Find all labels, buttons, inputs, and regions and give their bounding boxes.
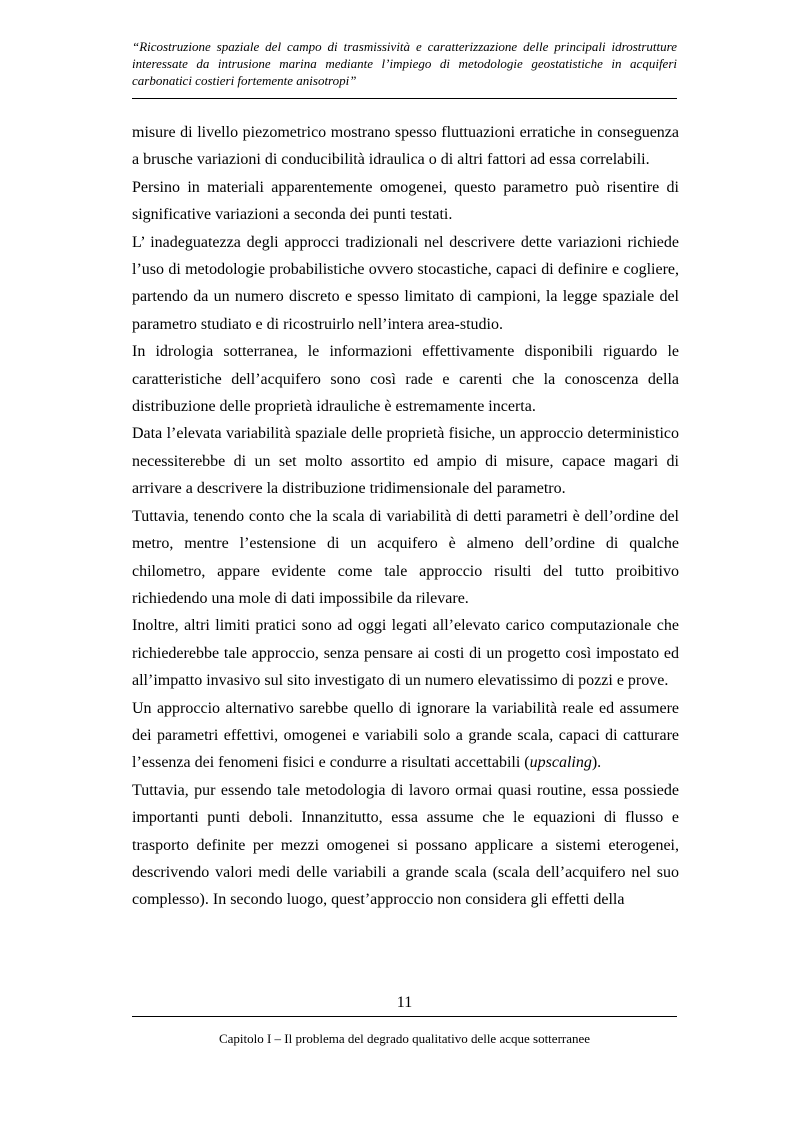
footer-divider bbox=[132, 1016, 677, 1017]
header-divider bbox=[132, 98, 677, 99]
paragraph bbox=[132, 695, 679, 777]
paragraph: misure di livello piezometrico mostrano spesso fluttuazioni erratiche in conseguenza a brusche variazioni di conducibilità idraulica o di altri fattori ad essa correlabili. bbox=[132, 124, 679, 169]
paragraph: Data l’elevata variabilità spaziale delle proprietà fisiche, un approccio deterministico necessiterebbe di un set molto assortito ed ampio di misure, capace magari di arrivare a descrivere la distribuzione tridimensionale del parametro. bbox=[132, 425, 679, 498]
body-text bbox=[132, 119, 679, 914]
running-header: “Ricostruzione spaziale del campo di trasmissività e caratterizzazione delle principali idrostrutture interessate da intrusione marina mediante l’impiego di metodologie geostatistiche in acquiferi carbonatici costieri fortemente anisotropi” bbox=[132, 39, 677, 88]
paragraph: Tuttavia, pur essendo tale metodologia di lavoro ormai quasi routine, essa possiede importanti punti deboli. Innanzitutto, essa assume che le equazioni di flusso e trasporto definite per mezzi omogenei si possano applicare a sistemi eterogenei, descrivendo valori medi delle variabili a grande scala (scala dell’acquifero nel suo complesso). In secondo luogo, quest’approccio non considera gli effetti della bbox=[132, 781, 679, 909]
page-number: 11 bbox=[396, 994, 413, 1011]
running-footer: Capitolo I – Il problema del degrado qualitativo delle acque sotterranee bbox=[218, 1031, 591, 1046]
paragraph: Inoltre, altri limiti pratici sono ad oggi legati all’elevato carico computazionale che richiederebbe tale approccio, senza pensare ai costi di un progetto così impostato ed all’impatto invasivo sul sito investigato di un numero elevatissimo di pozzi e prove. bbox=[132, 617, 679, 690]
paragraph: In idrologia sotterranea, le informazioni effettivamente disponibili riguardo le caratteristiche dell’acquifero sono così rade e carenti che la conoscenza della distribuzione delle proprietà idrauliche è estremamente incerta. bbox=[132, 343, 679, 416]
paragraph-text: ). bbox=[591, 754, 602, 772]
paragraph: L’ inadeguatezza degli approcci tradizionali nel descrivere dette variazioni richiede l’uso di metodologie probabilistiche ovvero stocastiche, capaci di definire e cogliere, partendo da un numero discreto e spesso limitato di campioni, la legge spaziale del parametro studiato e di ricostruirlo nell’intera area-studio. bbox=[132, 233, 679, 333]
paragraph: Tuttavia, tenendo conto che la scala di variabilità di detti parametri è dell’ordine del metro, mentre l’estensione di un acquifero è almeno dell’ordine di qualche chilometro, appare evidente come tale approccio risulti del tutto proibitivo richiedendo una mole di dati impossibile da rilevare. bbox=[132, 507, 679, 607]
italic-term: upscaling bbox=[529, 754, 592, 772]
paragraph-text: Un approccio alternativo sarebbe quello di ignorare la variabilità reale ed assumere dei parametri effettivi, omogenei e variabili solo a grande scala, capaci di catturare l’essenza dei fenomeni fisici e condurre a risultati accettabili ( bbox=[132, 699, 679, 772]
paragraph: Persino in materiali apparentemente omogenei, questo parametro può risentire di significative variazioni a seconda dei punti testati. bbox=[132, 178, 679, 224]
